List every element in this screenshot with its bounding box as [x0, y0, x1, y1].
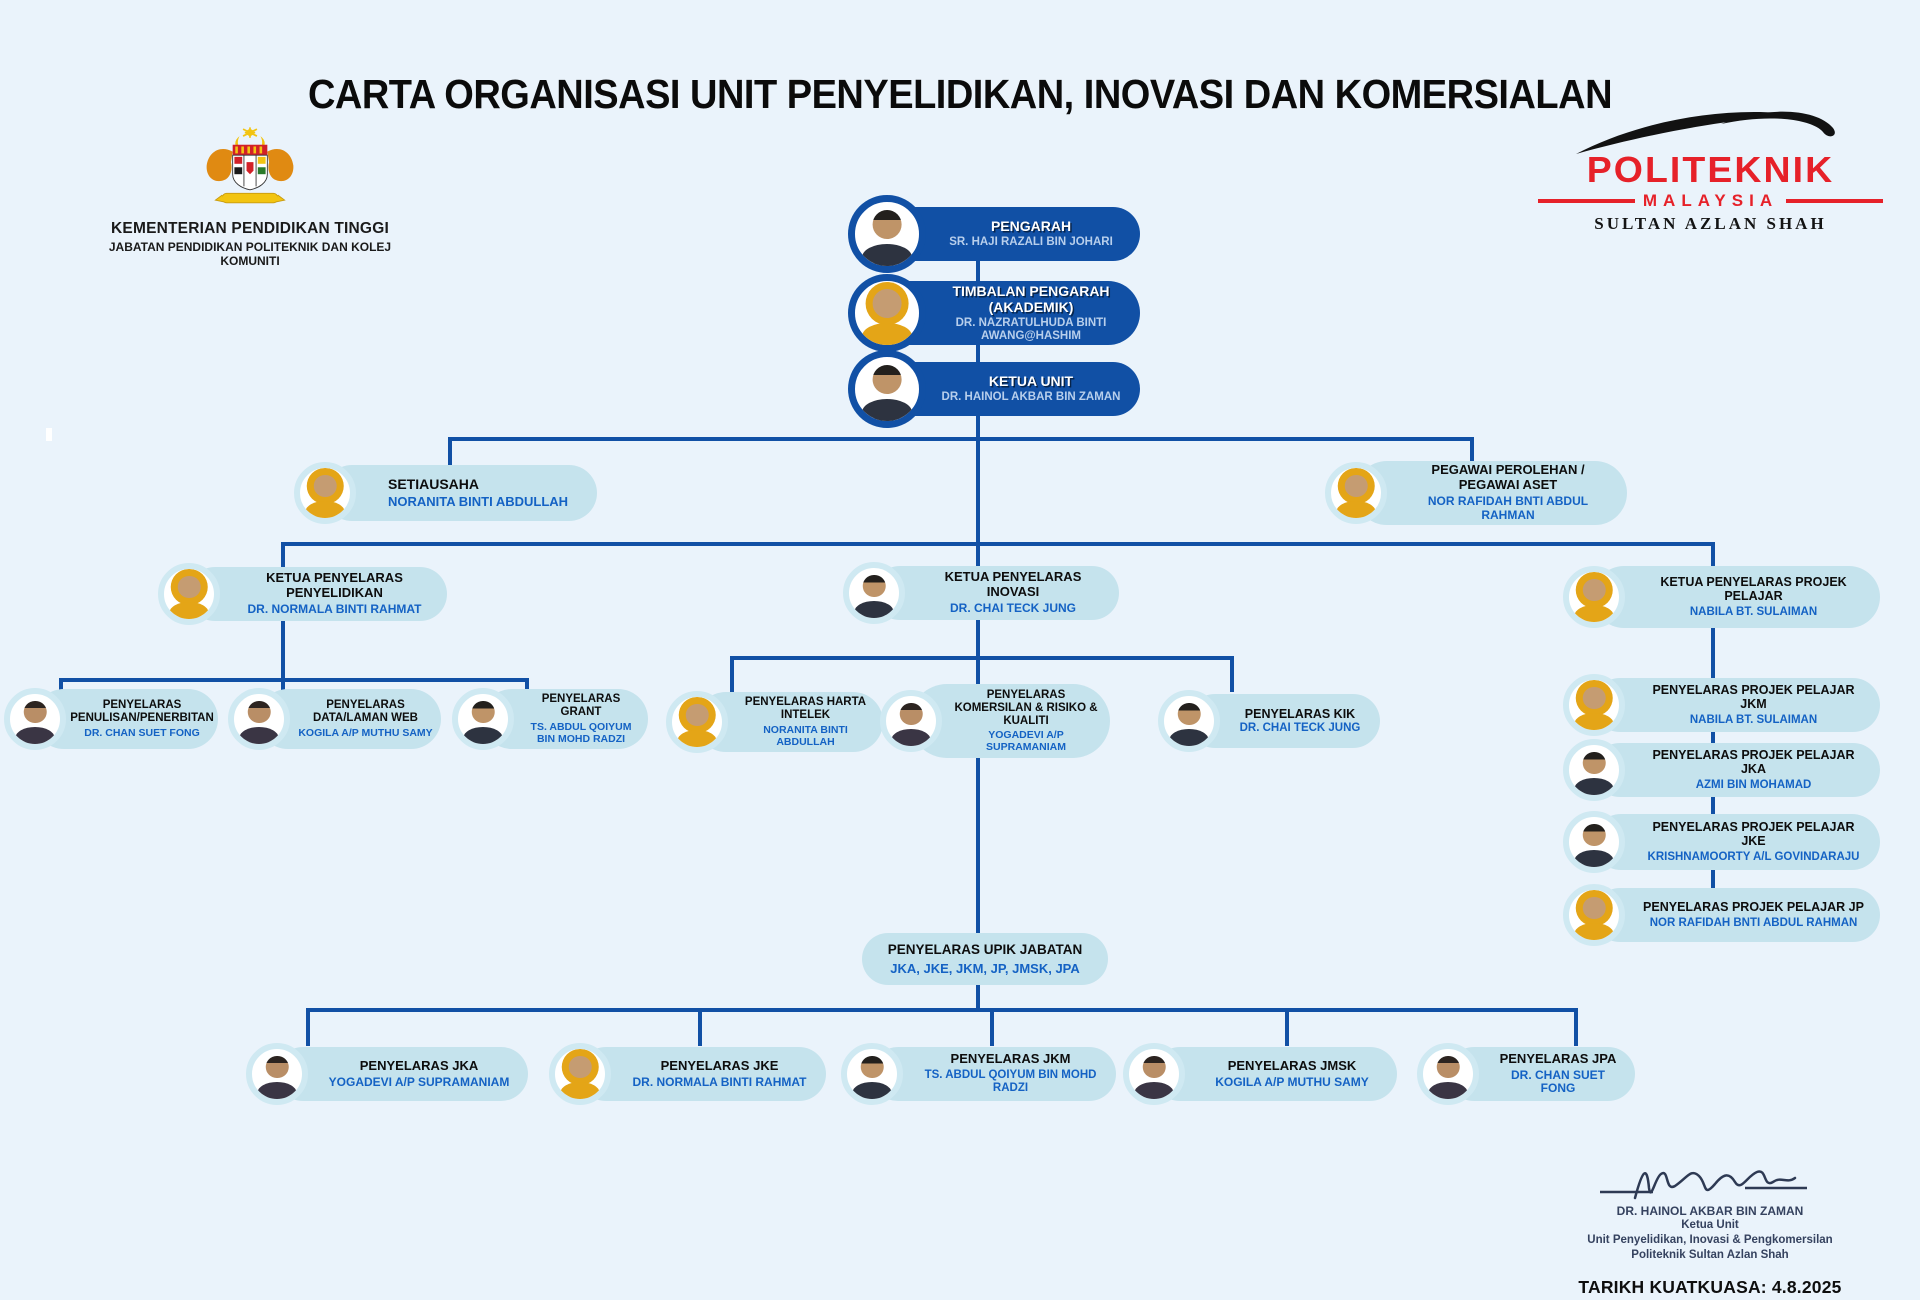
- node-title: PENYELARAS JKA: [359, 1057, 479, 1073]
- red-bar-right: [1786, 199, 1883, 203]
- node-title: PENYELARAS PROJEK PELAJAR JKM: [1652, 683, 1855, 712]
- node-person-name: DR. HAINOL AKBAR BIN ZAMAN: [941, 391, 1121, 404]
- org-node-penyelaras-grant: [452, 687, 648, 751]
- org-node-penyelaras-upik: [862, 933, 1108, 985]
- org-node-pengarah: [848, 194, 1140, 274]
- org-node-setiausaha: [294, 461, 597, 525]
- signature-org: Politeknik Sultan Azlan Shah: [1631, 1248, 1789, 1261]
- signature-block: [1545, 1158, 1875, 1298]
- node-person-name: NABILA BT. SULAIMAN: [1689, 605, 1818, 618]
- person-photo-icon: [246, 1043, 308, 1105]
- org-node-ketua-unit: [848, 349, 1140, 429]
- node-person-name: NABILA BT. SULAIMAN: [1689, 713, 1818, 726]
- page-title: CARTA ORGANISASI UNIT PENYELIDIKAN, INOVASI DAN KOMERSIALAN: [307, 72, 1613, 118]
- node-person-name: DR. CHAN SUET FONG: [84, 726, 200, 739]
- org-node-ketua-penyelaras-inovasi: [843, 561, 1119, 625]
- stray-mark: [46, 428, 52, 441]
- ministry-logo: [95, 124, 405, 268]
- node-title: KETUA PENYELARAS PENYELIDIKAN: [266, 570, 403, 601]
- person-photo-icon: [1563, 566, 1625, 628]
- connector-row2: [281, 542, 1715, 546]
- node-title: KETUA PENYELARAS PROJEK PELAJAR: [1660, 575, 1847, 604]
- node-person-name: NORANITA BINTI ABDULLAH: [388, 493, 569, 509]
- person-photo-icon: [1563, 739, 1625, 801]
- node-title: PENYELARAS KOMERSILAN & RISIKO & KUALITI: [954, 688, 1098, 728]
- org-node-projek-pelajar-jke: [1563, 810, 1880, 874]
- connector-drop-jmsk: [1285, 1008, 1289, 1046]
- connector-row5: [306, 1008, 1578, 1012]
- node-person-name: DR. CHAI TECK JUNG: [949, 601, 1076, 616]
- person-photo-icon: [843, 562, 905, 624]
- person-photo-icon: [880, 690, 942, 752]
- node-person-name: NORANITA BINTI ABDULLAH: [763, 723, 848, 748]
- node-title: PENYELARAS JKM: [950, 1051, 1071, 1067]
- node-person-name: DR. CHAN SUET FONG: [1510, 1067, 1605, 1096]
- node-title: PENYELARAS PENULISAN/PENERBITAN: [70, 699, 214, 725]
- person-photo-icon: [666, 691, 728, 753]
- node-title: PENGARAH: [990, 218, 1072, 235]
- connector-drop-jka: [306, 1008, 310, 1046]
- org-node-projek-pelajar-jp: [1563, 883, 1880, 947]
- node-title: PEGAWAI PEROLEHAN / PEGAWAI ASET: [1431, 462, 1585, 493]
- node-person-name: YOGADEVI A/P SUPRAMANIAM: [986, 729, 1066, 754]
- org-node-penyelaras-jke: [549, 1042, 826, 1106]
- person-photo-icon: [1158, 690, 1220, 752]
- node-person-name: TS. ABDUL QOIYUM BIN MOHD RADZI: [530, 720, 632, 745]
- brand-country: MALAYSIA: [1642, 191, 1779, 210]
- connector-row1: [448, 437, 1474, 441]
- connector-drop-harta: [730, 656, 734, 692]
- red-bar-left: [1538, 199, 1635, 203]
- ministry-name: KEMENTERIAN PENDIDIKAN TINGGI: [111, 220, 389, 237]
- connector-drop-jkm: [990, 1008, 994, 1046]
- connector-row4: [730, 656, 1234, 660]
- connector-drop-jke: [698, 1008, 702, 1046]
- person-photo-icon: [1325, 462, 1387, 524]
- ministry-crest-icon: [198, 124, 302, 214]
- node-person-name: KRISHNAMOORTY A/L GOVINDARAJU: [1647, 850, 1860, 863]
- org-node-penyelaras-jpa: [1417, 1042, 1635, 1106]
- person-photo-icon: [848, 195, 926, 273]
- person-photo-icon: [848, 350, 926, 428]
- org-node-ketua-penyelaras-projek-pelajar: [1563, 565, 1880, 629]
- connector-drop-jpa: [1574, 1008, 1578, 1046]
- politeknik-logo: [1538, 102, 1883, 234]
- node-title: PENYELARAS GRANT: [541, 693, 621, 719]
- brand-name: POLITEKNIK: [1586, 149, 1835, 190]
- person-photo-icon: [4, 688, 66, 750]
- node-title: KETUA PENYELARAS INOVASI: [944, 569, 1082, 600]
- org-node-penyelaras-harta-intelek: [666, 690, 883, 754]
- signature-icon: [1595, 1158, 1825, 1210]
- node-person-name: AZMI BIN MOHAMAD: [1695, 778, 1812, 791]
- person-photo-icon: [848, 274, 926, 352]
- node-person-name: KOGILA A/P MUTHU SAMY: [298, 726, 433, 739]
- node-title: PENYELARAS PROJEK PELAJAR JKA: [1652, 748, 1855, 777]
- org-node-penyelaras-jka: [246, 1042, 528, 1106]
- person-photo-icon: [1563, 884, 1625, 946]
- node-person-name: NOR RAFIDAH BNTI ABDUL RAHMAN: [1649, 916, 1858, 929]
- node-title: PENYELARAS JMSK: [1227, 1057, 1357, 1073]
- effective-date: TARIKH KUATKUASA: 4.8.2025: [1578, 1276, 1842, 1297]
- person-photo-icon: [841, 1043, 903, 1105]
- node-title: KETUA UNIT: [988, 373, 1074, 390]
- node-title: PENYELARAS PROJEK PELAJAR JKE: [1652, 820, 1855, 849]
- person-photo-icon: [1123, 1043, 1185, 1105]
- person-photo-icon: [452, 688, 514, 750]
- node-title: PENYELARAS PROJEK PELAJAR JP: [1643, 900, 1864, 915]
- signature-role: Ketua Unit: [1681, 1219, 1739, 1231]
- brand-campus: SULTAN AZLAN SHAH: [1594, 214, 1827, 233]
- node-title: PENYELARAS UPIK JABATAN: [887, 941, 1083, 957]
- node-departments: JKA, JKE, JKM, JP, JMSK, JPA: [890, 960, 1080, 976]
- node-person-name: DR. CHAI TECK JUNG: [1239, 722, 1361, 735]
- signature-name: DR. HAINOL AKBAR BIN ZAMAN: [1616, 1204, 1804, 1218]
- org-node-penyelaras-jmsk: [1123, 1042, 1397, 1106]
- node-person-name: DR. NORMALA BINTI RAHMAT: [632, 1074, 807, 1089]
- org-node-projek-pelajar-jka: [1563, 738, 1880, 802]
- org-node-penyelaras-kik: [1158, 689, 1380, 753]
- node-title: PENYELARAS HARTA INTELEK: [744, 696, 867, 722]
- connector-drop-kik: [1230, 656, 1234, 692]
- person-photo-icon: [1563, 674, 1625, 736]
- org-node-penyelaras-penulisan: [4, 687, 218, 751]
- swoosh-icon: [1571, 102, 1851, 156]
- brand-country-row: [1538, 191, 1883, 211]
- person-photo-icon: [294, 462, 356, 524]
- org-node-projek-pelajar-jkm: [1563, 673, 1880, 737]
- org-node-ketua-penyelaras-penyelidikan: [158, 562, 447, 626]
- org-node-timbalan-pengarah: [848, 273, 1140, 353]
- person-photo-icon: [1417, 1043, 1479, 1105]
- org-node-penyelaras-jkm: [841, 1042, 1116, 1106]
- node-title: PENYELARAS JPA: [1499, 1050, 1617, 1066]
- org-node-penyelaras-komersilan: [880, 689, 1110, 753]
- person-photo-icon: [1563, 811, 1625, 873]
- node-title: PENYELARAS JKE: [660, 1057, 779, 1073]
- person-photo-icon: [158, 563, 220, 625]
- node-title: TIMBALAN PENGARAH (AKADEMIK): [952, 282, 1110, 315]
- connector-row3: [59, 678, 529, 682]
- org-node-pegawai-perolehan: [1325, 461, 1627, 525]
- signature-unit: Unit Penyelidikan, Inovasi & Pengkomersilan: [1587, 1233, 1833, 1246]
- node-title: SETIAUSAHA: [388, 476, 480, 493]
- person-photo-icon: [228, 688, 290, 750]
- node-person-name: YOGADEVI A/P SUPRAMANIAM: [328, 1074, 510, 1089]
- node-title: PENYELARAS DATA/LAMAN WEB: [313, 699, 418, 725]
- node-person-name: NOR RAFIDAH BNTI ABDUL RAHMAN: [1427, 494, 1589, 522]
- node-person-name: DR. NORMALA BINTI RAHMAT: [247, 602, 422, 617]
- node-person-name: TS. ABDUL QOIYUM BIN MOHD RADZI: [924, 1069, 1097, 1095]
- person-photo-icon: [549, 1043, 611, 1105]
- org-node-penyelaras-data-laman-web: [228, 687, 441, 751]
- node-person-name: DR. NAZRATULHUDA BINTI AWANG@HASHIM: [955, 316, 1107, 343]
- node-person-name: SR. HAJI RAZALI BIN JOHARI: [949, 236, 1113, 249]
- node-person-name: KOGILA A/P MUTHU SAMY: [1215, 1074, 1369, 1089]
- ministry-department: JABATAN PENDIDIKAN POLITEKNIK DAN KOLEJ KOMUNITI: [108, 240, 392, 268]
- node-title: PENYELARAS KIK: [1244, 706, 1356, 721]
